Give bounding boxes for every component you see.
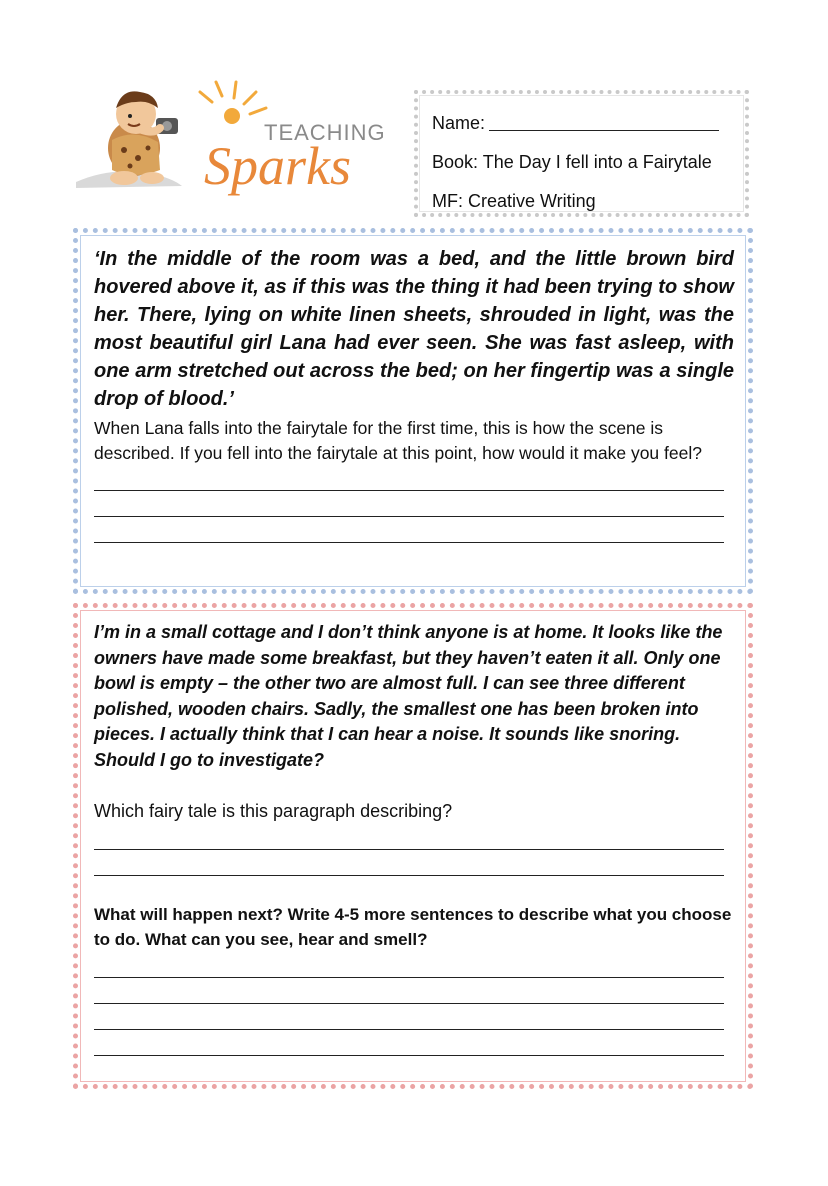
quote-prompt: When Lana falls into the fairytale for the first time, this is how the scene is described. If you fell into the fairytale at this point, how would it make you feel? — [94, 418, 702, 463]
quote-section — [73, 228, 753, 594]
student-info-box — [414, 90, 749, 217]
book-label: Book: The Day I fell into a Fairytale — [432, 152, 712, 172]
question-what-next: What will happen next? Write 4-5 more sentences to describe what you choose to do. What can you see, hear and smell? — [94, 905, 732, 949]
name-blank-line[interactable] — [489, 112, 719, 131]
answer-line[interactable] — [94, 491, 724, 517]
logo-text-teaching: TEACHING — [264, 120, 386, 145]
name-label: Name: — [432, 113, 486, 133]
answer-line[interactable] — [94, 850, 724, 876]
book-quote: ‘In the middle of the room was a bed, and the little brown bird hovered above it, as if this was the thing it had been trying to show her. There, lying on white linen sheets, shrouded in light, was the most beautiful girl Lana had ever seen. She was fast asleep, with one arm stretched out across the bed; on her fingertip was a single drop of blood.’ — [94, 248, 734, 410]
teaching-sparks-logo — [72, 78, 392, 198]
question-which-fairytale: Which fairy tale is this paragraph describing? — [94, 801, 453, 821]
logo-text-sparks: Sparks — [204, 136, 351, 196]
answer-line[interactable] — [94, 824, 724, 850]
mf-label: MF: Creative Writing — [432, 191, 596, 211]
answer-line[interactable] — [94, 517, 724, 543]
answer-line[interactable] — [94, 978, 724, 1004]
name-row — [432, 104, 731, 143]
caveman-with-camera-icon — [72, 78, 392, 198]
fairytale-paragraph: I’m in a small cottage and I don’t think anyone is at home. It looks like the owners have made some breakfast, but they haven’t eaten it all. Only one bowl is empty – the other two are almost full. I can see three different polished, wooden chairs. Sadly, the smallest one has been broken into pieces. I actually think that I can hear a noise. It sounds like snoring. Should I go to investigate? — [94, 622, 723, 770]
answer-line[interactable] — [94, 952, 724, 978]
answer-line[interactable] — [94, 465, 724, 491]
answer-line[interactable] — [94, 1030, 724, 1056]
answer-line[interactable] — [94, 1056, 724, 1082]
fairytale-section — [73, 603, 753, 1089]
answer-line[interactable] — [94, 1004, 724, 1030]
